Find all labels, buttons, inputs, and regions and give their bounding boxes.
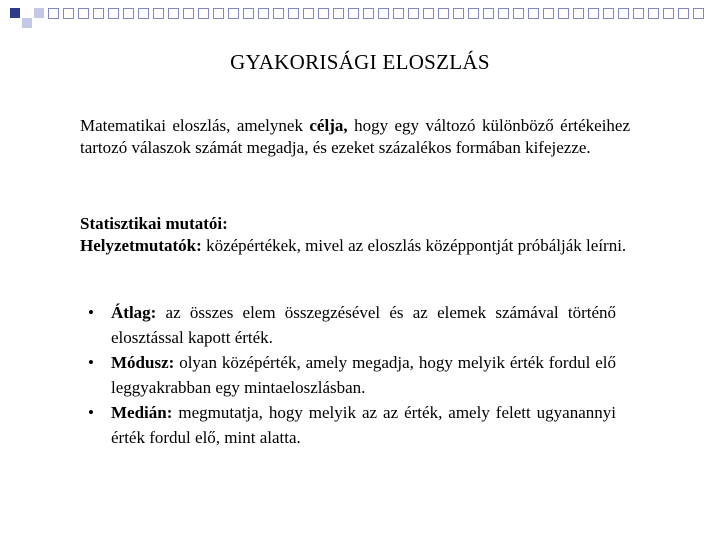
deco-square bbox=[48, 8, 59, 19]
deco-square bbox=[558, 8, 569, 19]
deco-square bbox=[138, 8, 149, 19]
deco-square bbox=[543, 8, 554, 19]
location-label: Helyzetmutatók: bbox=[80, 236, 202, 255]
bullet-dot-icon: • bbox=[88, 403, 94, 422]
bullet-dot-icon: • bbox=[88, 303, 94, 322]
bullet-label: Módusz: bbox=[111, 353, 175, 372]
list-item-mean bbox=[88, 300, 616, 350]
deco-square bbox=[333, 8, 344, 19]
deco-square bbox=[228, 8, 239, 19]
deco-square bbox=[78, 8, 89, 19]
deco-square bbox=[693, 8, 704, 19]
deco-square bbox=[108, 8, 119, 19]
location-text: középértékek, mivel az eloszlás középpontját próbálják leírni. bbox=[201, 236, 627, 255]
bullet-text: olyan középérték, amely megadja, hogy melyik érték fordul elő leggyakrabban egy mintaeloszlásban. bbox=[111, 353, 616, 397]
deco-square bbox=[153, 8, 164, 19]
definition-text-end: hogy egy változó különböző értékeihez tartozó válaszok számát megadja, és ezeket százalékos formában kifejezze. bbox=[80, 116, 631, 157]
deco-square bbox=[498, 8, 509, 19]
definition-bold-word: célja, bbox=[309, 116, 348, 135]
deco-square bbox=[378, 8, 389, 19]
location-measures bbox=[80, 235, 630, 257]
deco-square bbox=[393, 8, 404, 19]
measure-list bbox=[88, 300, 616, 450]
deco-square bbox=[618, 8, 629, 19]
deco-square bbox=[528, 8, 539, 19]
bullet-text: megmutatja, hogy melyik az az érték, amely felett ugyanannyi érték fordul elő, mint alatta. bbox=[111, 403, 616, 447]
deco-square bbox=[34, 8, 44, 18]
deco-square bbox=[453, 8, 464, 19]
deco-square bbox=[22, 18, 32, 28]
deco-square bbox=[648, 8, 659, 19]
deco-square bbox=[168, 8, 179, 19]
deco-square bbox=[183, 8, 194, 19]
bullet-label: Átlag: bbox=[111, 303, 157, 322]
bullet-text: az összes elem összegzésével és az elemek számával történő elosztással kapott érték. bbox=[111, 303, 616, 347]
deco-square bbox=[483, 8, 494, 19]
deco-square bbox=[663, 8, 674, 19]
deco-square bbox=[198, 8, 209, 19]
stats-paragraph bbox=[80, 213, 630, 257]
deco-square bbox=[123, 8, 134, 19]
deco-square bbox=[603, 8, 614, 19]
list-item-median bbox=[88, 400, 616, 450]
deco-square bbox=[348, 8, 359, 19]
deco-square bbox=[273, 8, 284, 19]
list-item-mode bbox=[88, 350, 616, 400]
deco-square bbox=[408, 8, 419, 19]
deco-square bbox=[258, 8, 269, 19]
deco-square bbox=[288, 8, 299, 19]
stats-heading bbox=[80, 213, 630, 235]
deco-square bbox=[63, 8, 74, 19]
deco-square bbox=[423, 8, 434, 19]
deco-square bbox=[318, 8, 329, 19]
deco-square bbox=[93, 8, 104, 19]
deco-square bbox=[678, 8, 689, 19]
header-decoration bbox=[0, 0, 720, 40]
deco-square bbox=[438, 8, 449, 19]
deco-square bbox=[243, 8, 254, 19]
deco-square bbox=[633, 8, 644, 19]
deco-square bbox=[303, 8, 314, 19]
deco-square bbox=[588, 8, 599, 19]
deco-square bbox=[513, 8, 524, 19]
deco-square bbox=[363, 8, 374, 19]
deco-square bbox=[573, 8, 584, 19]
definition-text-start: Matematikai eloszlás, amelynek bbox=[80, 116, 310, 135]
deco-square bbox=[10, 8, 20, 18]
stats-heading-text: Statisztikai mutatói: bbox=[80, 214, 228, 233]
bullet-dot-icon: • bbox=[88, 353, 94, 372]
deco-square bbox=[213, 8, 224, 19]
deco-square bbox=[468, 8, 479, 19]
bullet-label: Medián: bbox=[111, 403, 173, 422]
definition-paragraph bbox=[80, 115, 630, 159]
slide-title: GYAKORISÁGI ELOSZLÁS bbox=[230, 50, 490, 74]
